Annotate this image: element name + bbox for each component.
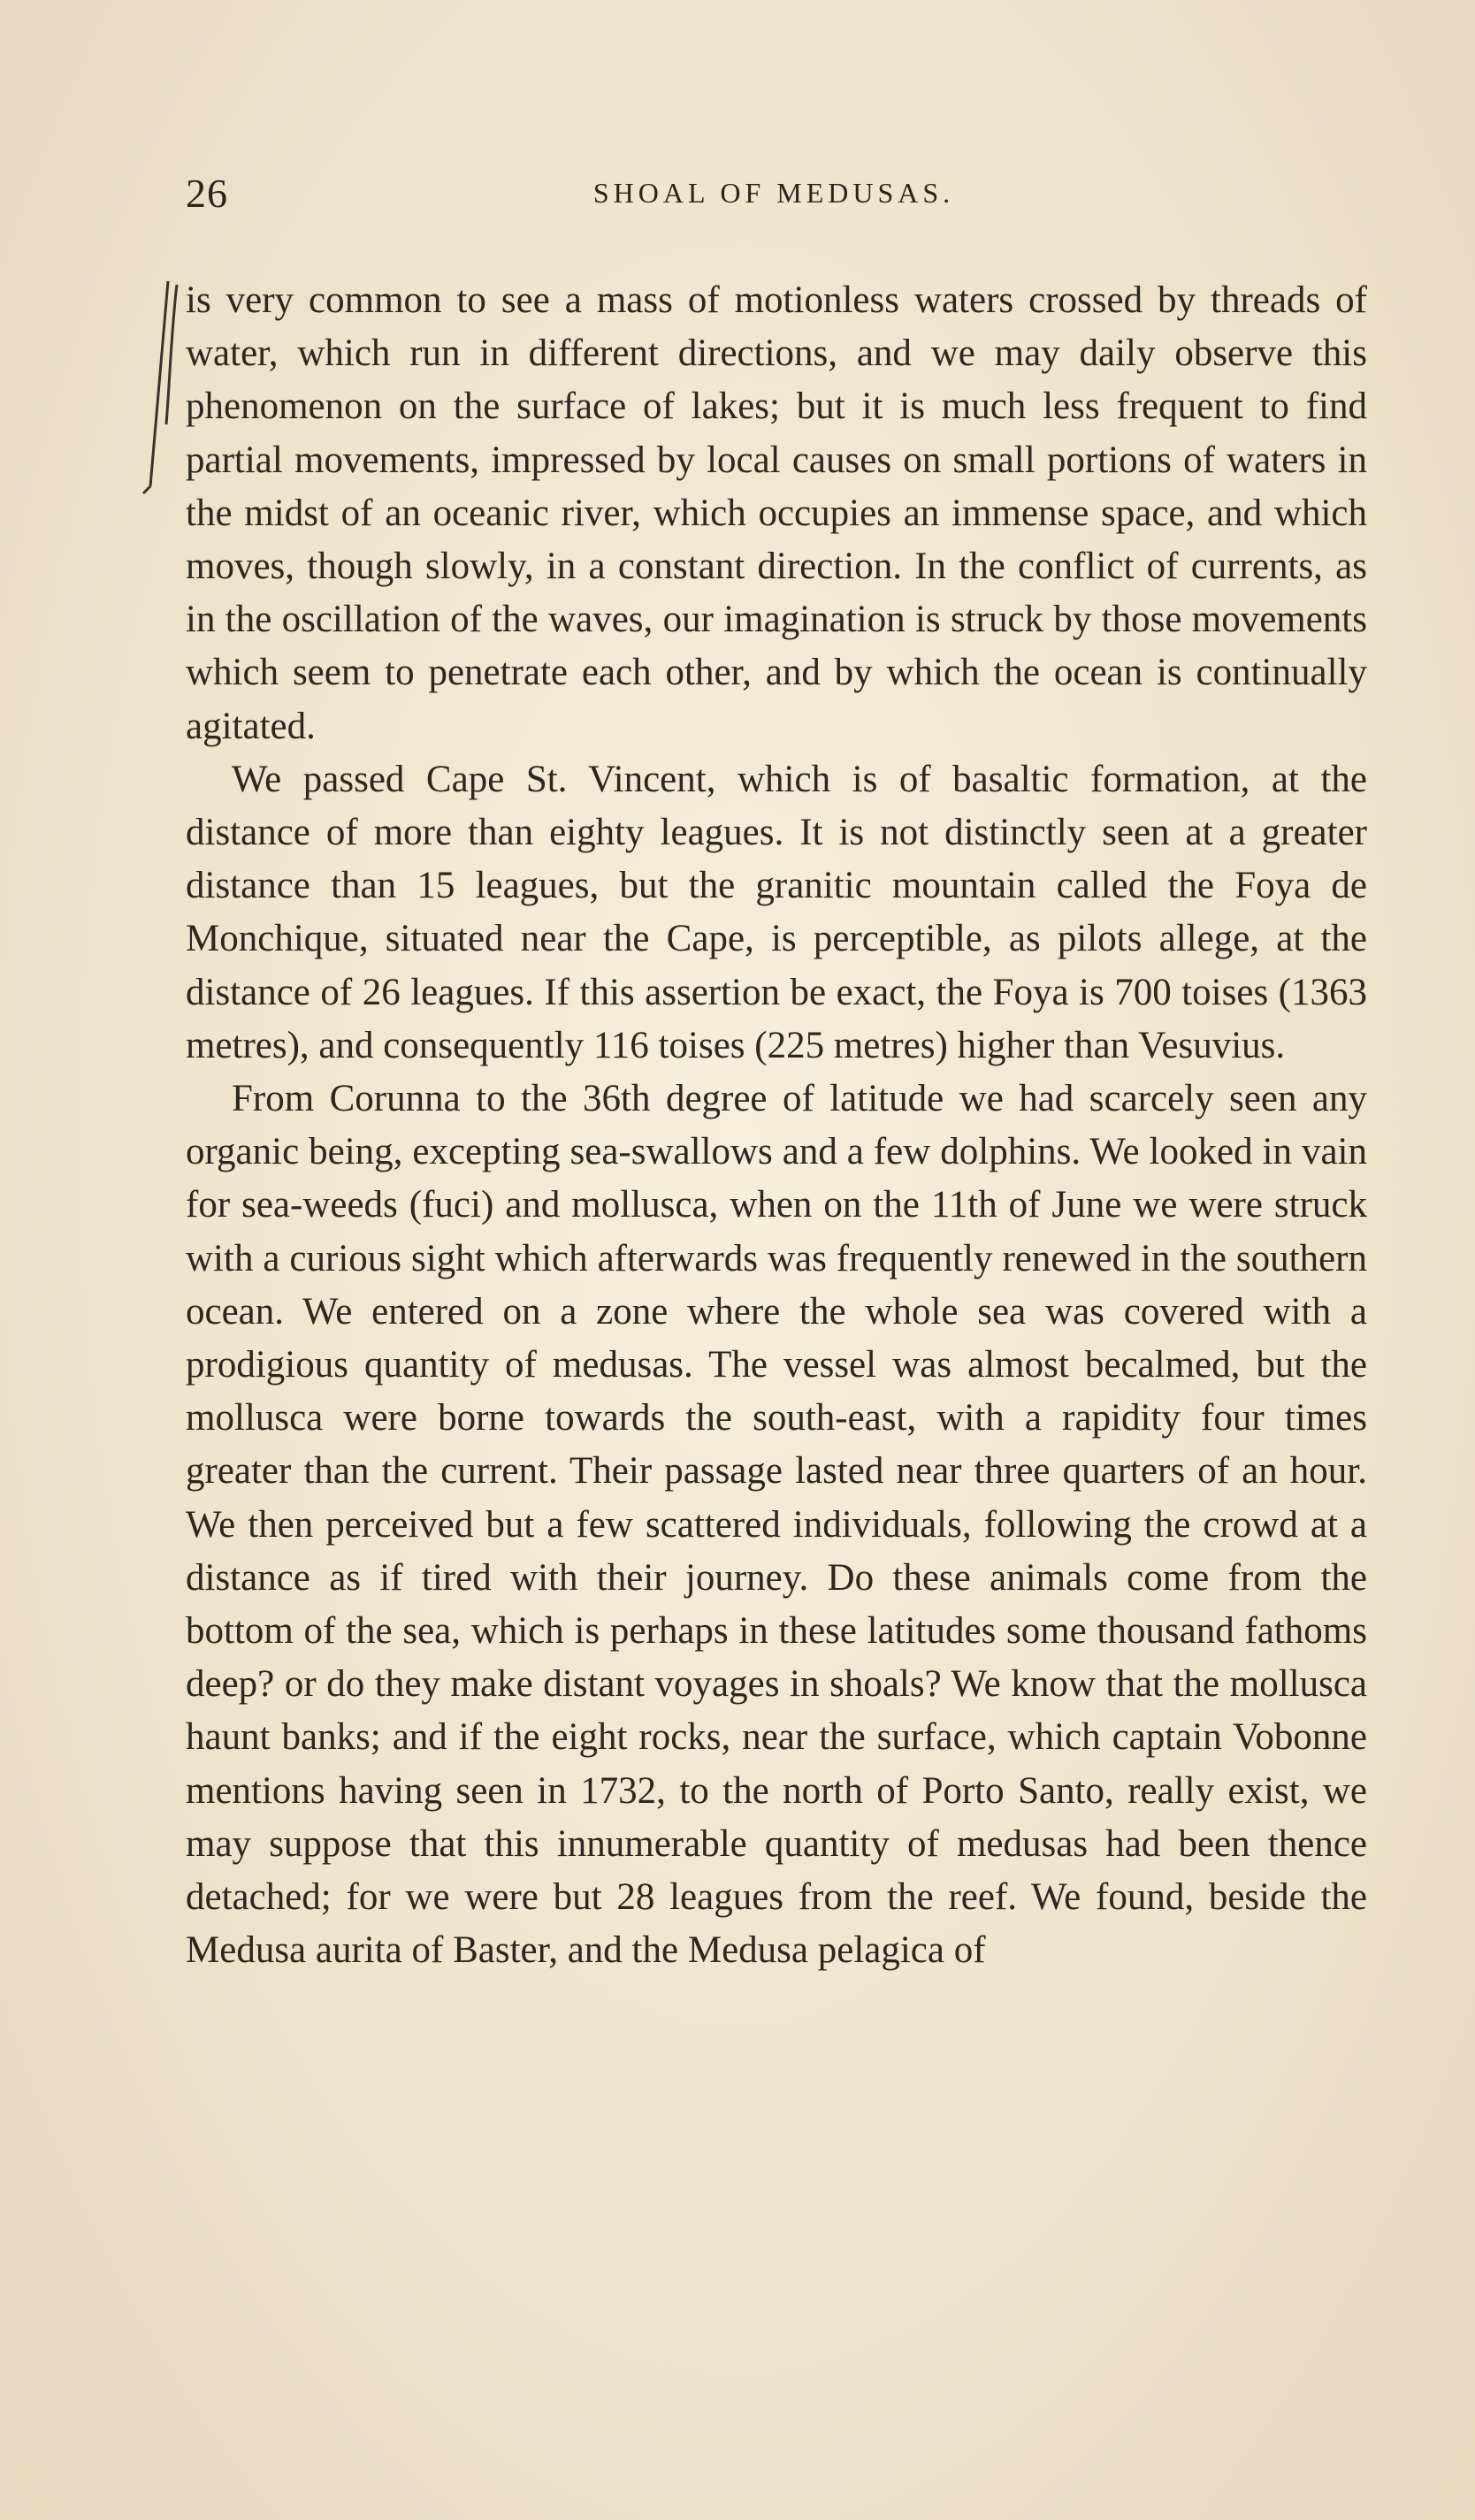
margin-pencil-mark-icon xyxy=(131,274,184,495)
paragraph-3: From Corunna to the 36th degree of latitude we had scarcely seen any organic being, excepting sea-swallows and a few dolphins. We looked in vain for sea-weeds (fuci) and mollusca, when on the 11th of June we were struck with a curious sight which afterwards was frequently renewed in the southern ocean. We entered on a zone where the whole sea was covered with a prodigious quantity of medusas. The vessel was almost becalmed, but the mollusca were borne towards the south-east, with a rapidity four times greater than the current. Their passage lasted near three quarters of an hour. We then perceived but a few scattered individuals, following the crowd at a distance as if tired with their journey. Do these animals come from the bottom of the sea, which is perhaps in these latitudes some thousand fathoms deep? or do they make distant voyages in shoals? We know that the mollusca haunt banks; and if the eight rocks, near the surface, which captain Vobonne mentions having seen in 1732, to the north of Porto Santo, really exist, we may suppose that this innumerable quantity of medusas had been thence detached; for we were but 28 leagues from the reef. We found, beside the Medusa aurita of Baster, and the Medusa pelagica of xyxy=(186,1078,1367,1972)
body-text xyxy=(186,274,1367,1978)
page-header xyxy=(186,170,1362,223)
page-number: 26 xyxy=(186,171,228,216)
paragraph-2: We passed Cape St. Vincent, which is of basaltic formation, at the distance of more than eighty leagues. It is not distinctly seen at a greater distance than 15 leagues, but the granitic mountain called the Foya de Monchique, situated near the Cape, is perceptible, as pilots allege, at the distance of 26 leagues. If this assertion be exact, the Foya is 700 toises (1363 metres), and consequently 116 toises (225 metres) higher than Vesuvius. xyxy=(186,758,1367,1066)
running-title: SHOAL OF MEDUSAS. xyxy=(592,177,955,209)
paragraph-1: is very common to see a mass of motionless waters crossed by threads of water, which run in different directions, and we may daily observe this phenomenon on the surface of lakes; but it is much less frequent to find partial movements, impressed by local causes on small portions of waters in the midst of an oceanic river, which occupies an immense space, and which moves, though slowly, in a constant direction. In the conflict of currents, as in the oscillation of the waves, our imagination is struck by those movements which seem to penetrate each other, and by which the ocean is continually agitated. xyxy=(186,279,1367,747)
